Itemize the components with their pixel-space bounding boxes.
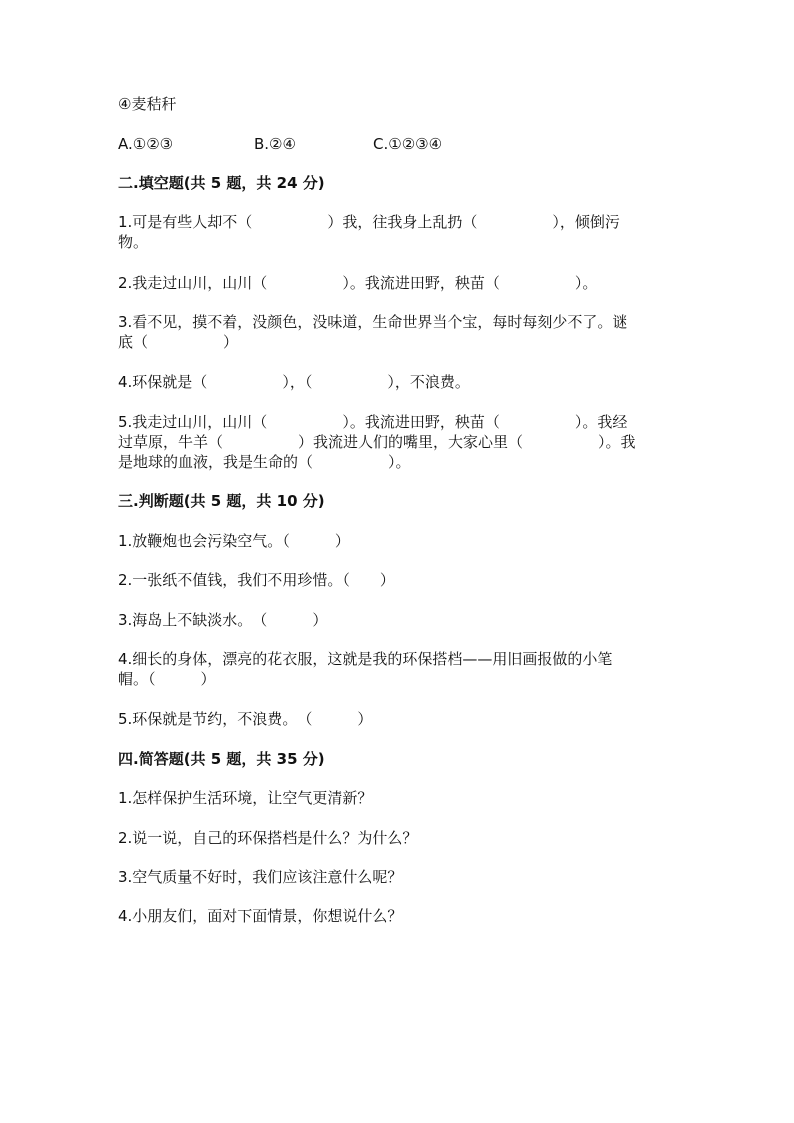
question-line: 2.一张纸不值钱，我们不用珍惜。（ ） [118,571,395,589]
section-heading-true-false: 三.判断题(共 5 题，共 10 分) [118,492,325,510]
question-item [118,649,668,689]
question-item [118,828,668,848]
question-line: 4.细长的身体，漂亮的花衣服，这就是我的环保搭档——用旧画报做的小笔 [118,650,613,668]
question-item [118,709,668,729]
question-line: 过草原，牛羊（ ）我流进人们的嘴里，大家心里（ ）。我 [118,433,636,451]
section-heading-short-answer: 四.简答题(共 5 题，共 35 分) [118,750,325,768]
question-item [118,372,668,392]
question-line: 3.空气质量不好时，我们应该注意什么呢？ [118,868,403,886]
option-c: C.①②③④ [373,135,443,153]
question-line: 是地球的血液，我是生命的（ ）。 [118,453,411,471]
question-line: 1.可是有些人却不（ ）我，往我身上乱扔（ ），倾倒污 [118,213,620,231]
question-item [118,867,668,887]
section-heading-fill-blank: 二.填空题(共 5 题，共 24 分) [118,174,325,192]
question-item [118,788,668,808]
question-item [118,412,668,472]
question-line: 1.怎样保护生活环境，让空气更清新？ [118,789,373,807]
question-line: 3.看不见，摸不着，没颜色，没味道，生命世界当个宝，每时每刻少不了。谜 [118,313,628,331]
question-line: 物。 [118,233,149,251]
question-item [118,273,668,293]
question-item [118,906,668,926]
option-item-4: ④麦秸秆 [118,95,177,113]
option-b: B.②④ [254,135,296,153]
question-item [118,531,668,551]
question-line: 5.环保就是节约，不浪费。 （ ） [118,710,373,728]
option-a: A.①②③ [118,135,174,153]
question-item [118,570,668,590]
question-line: 5.我走过山川，山川（ ）。我流进田野，秧苗（ ）。我经 [118,413,628,431]
question-line: 4.小朋友们，面对下面情景，你想说什么？ [118,907,403,925]
question-item [118,312,668,352]
exam-page [118,94,668,926]
question-line: 3.海岛上不缺淡水。 （ ） [118,611,328,629]
question-item [118,610,668,630]
question-line: 4.环保就是（ ），（ ），不浪费。 [118,373,470,391]
question-item [118,212,668,252]
question-line: 底（ ） [118,333,239,351]
answer-options [118,134,668,154]
question-line: 帽。（ ） [118,670,216,688]
question-line: 2.我走过山川，山川（ ）。我流进田野，秧苗（ ）。 [118,274,598,292]
question-line: 1.放鞭炮也会污染空气。（ ） [118,532,350,550]
question-line: 2.说一说，自己的环保搭档是什么？为什么？ [118,829,418,847]
